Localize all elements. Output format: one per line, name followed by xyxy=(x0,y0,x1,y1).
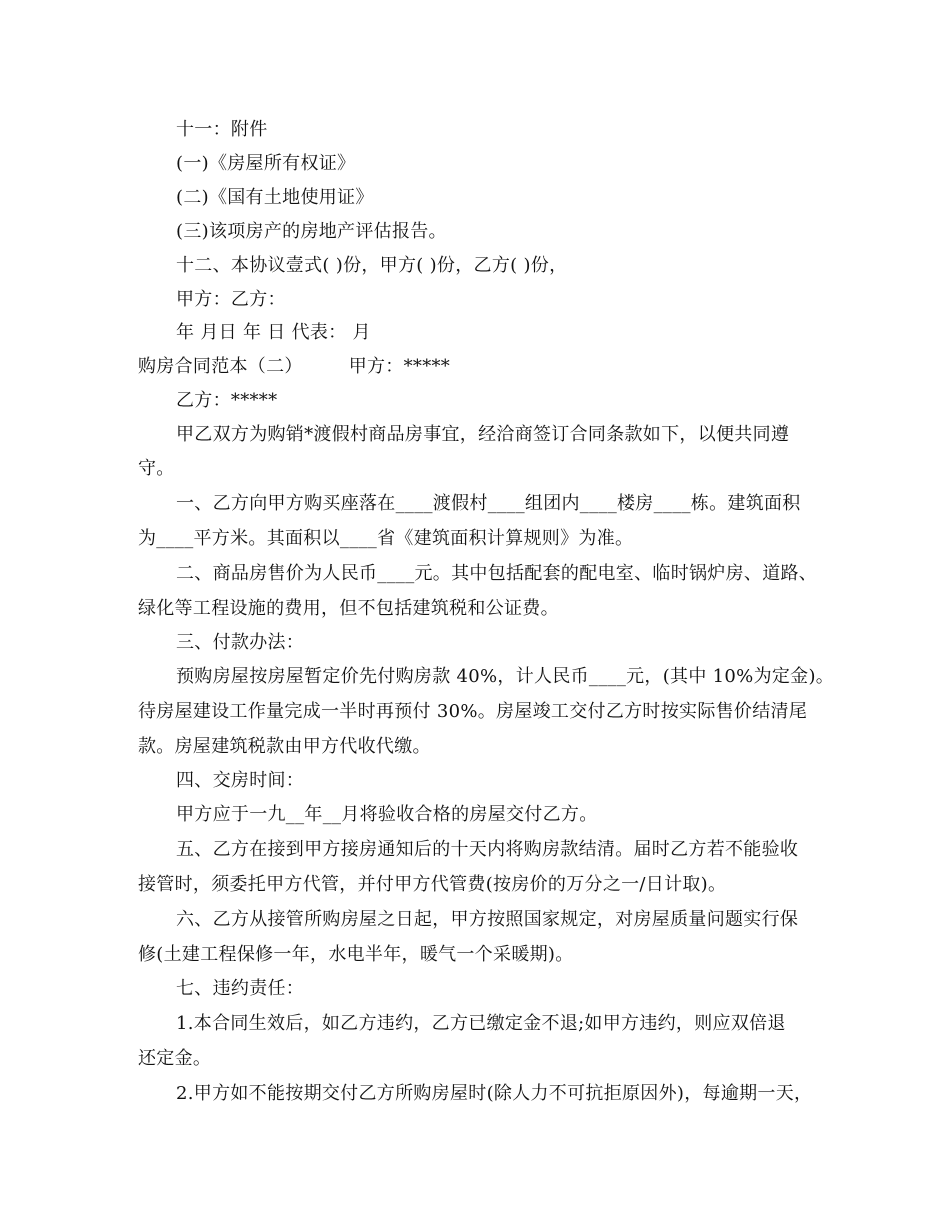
signature-date-line: 年 月日 年 日 代表： 月 xyxy=(176,322,371,343)
attachment-item-3: (三)该项房产的房地产评估报告。 xyxy=(176,221,447,242)
contract-title: 购房合同范本（二） xyxy=(138,356,303,377)
clause-4-heading: 四、交房时间： xyxy=(176,770,305,791)
clause-3-line-1: 预购房屋按房屋暂定价先付购房款 40%，计人民币____元，(其中 10%为定金)。 xyxy=(176,666,835,687)
clause-3-heading: 三、付款办法： xyxy=(176,632,305,653)
section-12-copies: 十二、本协议壹式( )份，甲方( )份，乙方( )份， xyxy=(176,255,568,276)
clause-7-2-line-1: 2.甲方如不能按期交付乙方所购房屋时(除人力不可抗拒原因外)，每逾期一天， xyxy=(176,1083,813,1104)
clause-7-1-line-1: 1.本合同生效后，如乙方违约，乙方已缴定金不退;如甲方违约，则应双倍退 xyxy=(176,1013,786,1034)
clause-3-line-2: 待房屋建设工作量完成一半时再预付 30%。房屋竣工交付乙方时按实际售价结清尾 xyxy=(138,701,808,722)
signature-parties: 甲方：乙方： xyxy=(176,289,286,310)
clause-3-line-3: 款。房屋建筑税款由甲方代收代缴。 xyxy=(138,736,431,757)
clause-1-line-2: 为____平方米。其面积以____省《建筑面积计算规则》为准。 xyxy=(138,528,634,549)
party-a: 甲方：***** xyxy=(348,356,451,377)
section-11-heading: 十一：附件 xyxy=(176,119,268,140)
clause-2-line-1: 二、商品房售价为人民币____元。其中包括配套的配电室、临时锅炉房、道路、 xyxy=(176,563,818,584)
preamble-line-2: 守。 xyxy=(138,458,175,479)
clause-5-line-2: 接管时，须委托甲方代管，并付甲方代管费(按房价的万分之一/日计取)。 xyxy=(138,874,727,895)
clause-7-heading: 七、违约责任： xyxy=(176,978,305,999)
clause-2-line-2: 绿化等工程设施的费用，但不包括建筑税和公证费。 xyxy=(138,598,559,619)
attachment-item-2: (二)《国有土地使用证》 xyxy=(176,187,374,208)
party-b: 乙方：***** xyxy=(176,390,278,411)
clause-6-line-1: 六、乙方从接管所购房屋之日起，甲方按照国家规定，对房屋质量问题实行保 xyxy=(176,909,799,930)
contract-title-line xyxy=(138,356,450,378)
clause-1-line-1: 一、乙方向甲方购买座落在____渡假村____组团内____楼房____栋。建筑面积 xyxy=(176,493,801,514)
preamble-line-1: 甲乙双方为购销*渡假村商品房事宜，经洽商签订合同条款如下，以便共同遵 xyxy=(176,424,790,445)
clause-7-1-line-2: 还定金。 xyxy=(138,1048,212,1069)
attachment-item-1: (一)《房屋所有权证》 xyxy=(176,153,356,174)
clause-4-line-1: 甲方应于一九__年__月将验收合格的房屋交付乙方。 xyxy=(176,804,598,825)
clause-6-line-2: 修(土建工程保修一年，水电半年，暖气一个采暖期)。 xyxy=(138,944,574,965)
clause-5-line-1: 五、乙方在接到甲方接房通知后的十天内将购房款结清。届时乙方若不能验收 xyxy=(176,839,799,860)
